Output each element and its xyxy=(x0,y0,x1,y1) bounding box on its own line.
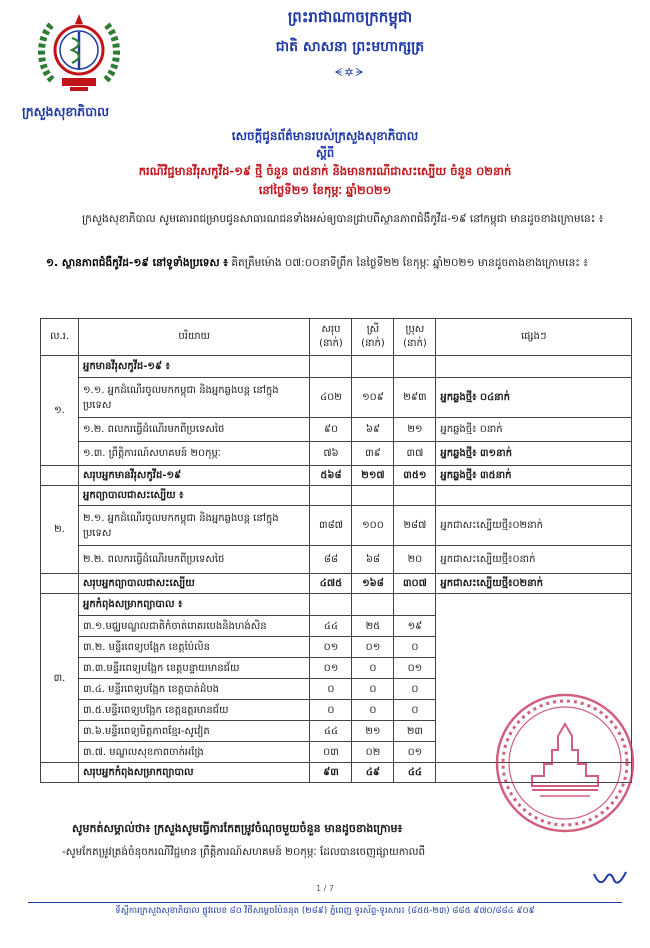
sum-male: ៣៥១ xyxy=(394,466,436,486)
sum-female: ២១៧ xyxy=(352,466,394,486)
kingdom-title: ព្រះរាជាណាចក្រកម្ពុជា xyxy=(287,8,413,26)
row-desc: ៣.៣.មន្ទីរពេទ្យបង្អែក ខេត្តបន្ទាយមានជ័យ xyxy=(78,658,310,679)
sum-male: ៤៤ xyxy=(394,763,436,783)
header-male: ប្រុស (នាក់) xyxy=(394,319,436,356)
footer-divider xyxy=(28,902,622,903)
section-heading: អ្នកកំពុងសម្រាកព្យាបាល ៖ xyxy=(78,594,310,616)
row-total: ៩០ xyxy=(310,418,352,442)
table-row xyxy=(41,546,632,574)
row-total: ៤៤ xyxy=(310,616,352,637)
row-desc: ១.៣. ព្រឹត្តិការណ៍សហគមន៍ ២០កុម្ភៈ xyxy=(78,442,310,466)
note-line: -សូមកែតម្រូវត្រង់ចំនុចករណីវិជ្ជមាន ព្រឹត្តិការណ៍សហគមន៍ ២០កុម្ភៈ ដែលបានចេញផ្សាយកាលពី xyxy=(62,846,426,858)
section-heading: អ្នកព្យាបាលជាសះស្បើយ ៖ xyxy=(78,486,310,506)
row-other: អ្នកឆ្លងថ្មី៖ ០នាក់ xyxy=(436,418,632,442)
table-row xyxy=(41,378,632,418)
table-row xyxy=(41,594,632,616)
section1-text: គិតត្រឹមម៉ោង ០៧:០០នាទីព្រឹក នៃថ្ងៃទី២២ ខែកុម្ភៈ ឆ្នាំ២០២១ មានដូចតាងខាងក្រោមនេះ ៖ xyxy=(227,257,588,269)
row-male: ៣៧ xyxy=(394,442,436,466)
sum-total: ៩៣ xyxy=(310,763,352,783)
table-row xyxy=(41,506,632,546)
row-other: អ្នកឆ្លងថ្មី៖ ៣១នាក់ xyxy=(436,442,632,466)
row-desc: ៣.៥.មន្ទីរពេទ្យបង្អែក ខេត្តឧត្តរមានជ័យ xyxy=(78,700,310,721)
row-male: ០ xyxy=(394,700,436,721)
header-desc: បរិយាយ xyxy=(78,319,310,356)
row-other: អ្នកឆ្លងថ្មី៖ ០៤នាក់ xyxy=(436,378,632,418)
row-desc: ៣.៦.មន្ទីរពេទ្យមិត្តភាពខ្មែរ-សូវៀត xyxy=(78,721,310,742)
row-female: ០ xyxy=(352,700,394,721)
row-total: ០១ xyxy=(310,658,352,679)
header-female: ស្រី (នាក់) xyxy=(352,319,394,356)
row-total: ៤៤ xyxy=(310,721,352,742)
row-female: ៦៨ xyxy=(352,546,394,574)
sum-desc: សរុបអ្នកព្យាបាលជាសះស្បើយ xyxy=(78,574,310,594)
table-row xyxy=(41,418,632,442)
table-header-row xyxy=(41,319,632,356)
row-total: ៧៦ xyxy=(310,442,352,466)
row-other: អ្នកជាសះស្បើយថ្មី៖០២នាក់ xyxy=(436,506,632,546)
table-row xyxy=(41,466,632,486)
section-number: ២. xyxy=(41,486,79,574)
row-female: ១០៩ xyxy=(352,378,394,418)
row-other: អ្នកជាសះស្បើយថ្មី៖០នាក់ xyxy=(436,546,632,574)
header-no: ល.រ. xyxy=(41,319,79,356)
row-female: ០១ xyxy=(352,637,394,658)
header-other: ផ្សេងៗ xyxy=(436,319,632,356)
row-desc: ១.២. ពលករធ្វើដំណើរមកពីប្រទេសថៃ xyxy=(78,418,310,442)
row-total: ០៣ xyxy=(310,742,352,763)
row-male: ២៣ xyxy=(394,721,436,742)
row-male: ២៨៧ xyxy=(394,506,436,546)
row-total: ៤០២ xyxy=(310,378,352,418)
national-motto: ជាតិ សាសនា ព្រះមហាក្សត្រ xyxy=(275,39,425,55)
sum-male: ៣០៧ xyxy=(394,574,436,594)
ornament-icon: ᗕ✲ᗒ xyxy=(334,66,366,79)
row-desc: ២.១. អ្នកដំណើរចូលមកកម្ពុជា និងអ្នកឆ្លងបន្ត នៅក្នុងប្រទេស xyxy=(78,506,310,546)
sum-total: ៤៧៥ xyxy=(310,574,352,594)
signature-icon xyxy=(590,866,630,890)
sum-other: អ្នកជាសះស្បើយថ្មី៖០២នាក់ xyxy=(436,574,632,594)
section1-heading: ១. ស្ថានភាពជំងឺកូវីដ-១៩ នៅទូទាំងប្រទេស ៖ xyxy=(46,257,228,269)
row-female: ១០០ xyxy=(352,506,394,546)
official-stamp-icon xyxy=(492,690,638,836)
ministry-logo-icon xyxy=(34,8,124,98)
sum-desc: សរុបអ្នកមានវីរុសកូវីដ-១៩ xyxy=(78,466,310,486)
row-female: ០ xyxy=(352,658,394,679)
note-title: សូមកត់សម្គាល់ថា៖ ក្រសួងសូមធ្វើការកែតម្រូវចំណុចមួយចំនួន មានដូចខាងក្រោម៖ xyxy=(72,822,403,835)
row-total: ៨៨ xyxy=(310,546,352,574)
ministry-label: ក្រសួងសុខាភិបាល xyxy=(22,104,110,119)
section-heading: អ្នកមានវីរុសកូវីដ-១៩ ៖ xyxy=(78,356,310,378)
footer-address: ទីស្តីការក្រសួងសុខាភិបាល ផ្លូវលេខ ៨០ វិថីសម្តេចប៉ែននុត (២៨៩) ភ្នំពេញ ទូរស័ព្ទ-ទូរសារ៖ (៨៥៥-២៣) ៨៨៥ ៩៧០/៨៨៤ ៩០៩ xyxy=(115,906,535,916)
section-number: ៣. xyxy=(41,594,79,763)
sum-female: ៤៩ xyxy=(352,763,394,783)
sum-female: ១៦៨ xyxy=(352,574,394,594)
row-desc: ១.១. អ្នកដំណើរចូលមកកម្ពុជា និងអ្នកឆ្លងបន្ត នៅក្នុងប្រទេស xyxy=(78,378,310,418)
doc-date: នៅថ្ងៃទី២១ ខែកុម្ភៈ ឆ្នាំ២០២១ xyxy=(258,183,392,197)
row-female: ៦៩ xyxy=(352,418,394,442)
row-female: ៣៩ xyxy=(352,442,394,466)
row-male: ០១ xyxy=(394,742,436,763)
row-desc: ២.២. ពលករធ្វើដំណើរមកពីប្រទេសថៃ xyxy=(78,546,310,574)
row-desc: ៣.៤. មន្ទីរពេទ្យបង្អែក ខេត្តបាត់ដំបង xyxy=(78,679,310,700)
row-female: ០ xyxy=(352,679,394,700)
doc-subject-label: ស្តីពី xyxy=(315,146,335,160)
row-male: ២០ xyxy=(394,546,436,574)
row-male: ០១ xyxy=(394,658,436,679)
row-female: ២៥ xyxy=(352,616,394,637)
row-desc: ៣.១.មជ្ឈមណ្ឌលជាតិកំចាត់រោគរបេងនិងហង់សិន xyxy=(78,616,310,637)
row-total: ០ xyxy=(310,700,352,721)
page-number: 1 / 7 xyxy=(316,884,334,893)
row-total: ៣៨៧ xyxy=(310,506,352,546)
row-total: ០១ xyxy=(310,637,352,658)
row-desc: ៣.២. មន្ទីរពេទ្យបង្អែក ខេត្តប៉ៃលិន xyxy=(78,637,310,658)
doc-title: សេចក្តីជូនព័ត៌មានរបស់ក្រសួងសុខាភិបាល xyxy=(231,129,419,143)
section1-paragraph xyxy=(46,254,626,272)
sum-other: អ្នកឆ្លងថ្មី៖ ៣៥នាក់ xyxy=(436,466,632,486)
section-number: ១. xyxy=(41,356,79,466)
row-total: ០ xyxy=(310,679,352,700)
intro-paragraph: ក្រសួងសុខាភិបាល សូមគោរពជម្រាបជូនសាធារណជនទាំងអស់ឲ្យបានជ្រាបពីស្ថានភាពជំងឺកូវីដ-១៩ នៅកម្ពុជា មានដូចខាងក្រោមនេះ ៖ xyxy=(82,213,604,225)
sum-total: ៥៦៨ xyxy=(310,466,352,486)
doc-subject: ករណីវិជ្ជមានវីរុសកូវីដ-១៩ ថ្មី ចំនួន ៣៥នាក់ និងមានករណីជាសះស្បើយ ចំនួន ០២នាក់ xyxy=(138,164,512,178)
row-male: ២១ xyxy=(394,418,436,442)
header-total: សរុប (នាក់) xyxy=(310,319,352,356)
row-male: ១៩ xyxy=(394,616,436,637)
table-row xyxy=(41,486,632,506)
table-row xyxy=(41,356,632,378)
row-female: ០២ xyxy=(352,742,394,763)
row-male: ០ xyxy=(394,679,436,700)
row-female: ២១ xyxy=(352,721,394,742)
row-male: ២៩៣ xyxy=(394,378,436,418)
row-desc: ៣.៧. មណ្ឌលសុខភាពចាក់អង្រែ xyxy=(78,742,310,763)
table-row xyxy=(41,442,632,466)
table-row xyxy=(41,574,632,594)
sum-desc: សរុបអ្នកកំពុងសម្រាកព្យាបាល xyxy=(78,763,310,783)
row-male: ០ xyxy=(394,637,436,658)
